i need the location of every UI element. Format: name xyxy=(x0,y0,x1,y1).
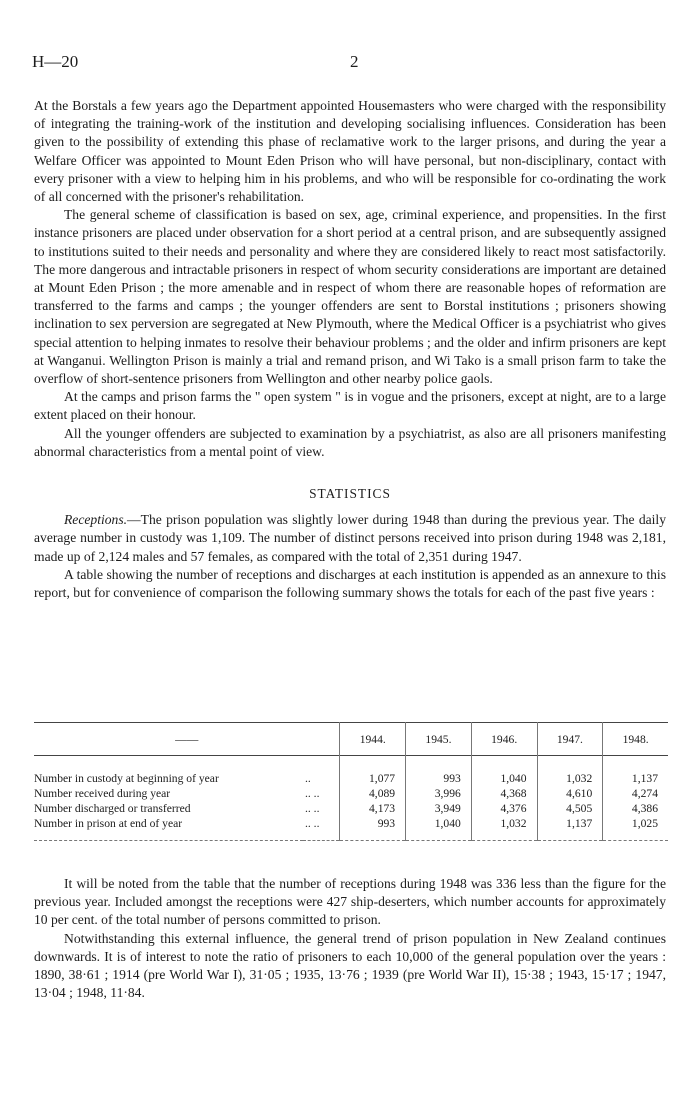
document-code: H—20 xyxy=(32,52,79,71)
paragraph-classification: The general scheme of classification is based on sex, age, criminal experience, and propensities. In the first instance prisoners are placed under observation for a short period at a central prison, and are subsequently assigned to institutions suited to their needs and personality and where they are considered likely to react most satisfactorily. The more dangerous and intractable prisoners in respect of whom security considerations are important are detained at Mount Eden Prison ; the more amenable and in respect of whom there are reasonable hopes of reformation are transferred to the farms and camps ; the younger offenders are sent to Borstal institutions ; prisoners showing inclination to sex perversion are segregated at New Plymouth, where the Medical Officer is a psychiatrist who gives special attention to helping inmates to resolve their behaviour problems ; and the older and infirm prisoners are kept at Wanganui. Wellington Prison is mainly a trial and remand prison, and Wi Tako is a small prison farm to take the overflow of short-sentence prisoners from Wellington and other nearby police gaols. xyxy=(34,207,666,387)
table-cell: 4,173 xyxy=(340,801,406,816)
table-cell: 4,368 xyxy=(471,786,537,801)
row-label: Number in custody at beginning of year xyxy=(34,772,219,785)
table-row xyxy=(34,786,668,801)
table-cell: 4,610 xyxy=(537,786,603,801)
table-cell: 4,386 xyxy=(603,801,668,816)
table-header-row xyxy=(34,723,668,756)
row-label: Number discharged or transferred xyxy=(34,802,191,815)
year-header: 1947. xyxy=(537,723,603,756)
table-cell: 4,376 xyxy=(471,801,537,816)
table-bottom-rule xyxy=(34,841,668,844)
paragraph-psychiatrist: All the younger offenders are subjected to examination by a psychiatrist, as also are all prisoners manifesting abnormal characteristics from a mental point of view. xyxy=(34,425,666,459)
table-corner-header: —— xyxy=(175,732,199,746)
body-text-after-table xyxy=(34,875,666,1002)
table-cell: 1,025 xyxy=(603,816,668,841)
table-row xyxy=(34,816,668,841)
table-bottom-rule-cell xyxy=(34,841,668,844)
row-leader-dots: .. .. xyxy=(304,802,320,815)
section-heading-statistics: STATISTICS xyxy=(309,486,391,502)
paragraph-open-system: At the camps and prison farms the " open system " is in vogue and the prisoners, except at night, are to a large extent placed on their honour. xyxy=(34,389,666,423)
table-row xyxy=(34,801,668,816)
table-cell: 3,996 xyxy=(406,786,472,801)
row-label: Number received during year xyxy=(34,787,171,800)
paragraph-receptions xyxy=(34,511,666,566)
table-cell: 4,274 xyxy=(603,786,668,801)
table-cell: 993 xyxy=(406,756,472,787)
row-leader-dots: .. .. xyxy=(304,787,320,800)
year-header: 1948. xyxy=(603,723,668,756)
table-cell: 1,032 xyxy=(471,816,537,841)
year-header: 1944. xyxy=(340,723,406,756)
table-cell: 1,040 xyxy=(471,756,537,787)
table-cell: 1,077 xyxy=(340,756,406,787)
table-cell: 4,089 xyxy=(340,786,406,801)
page-number: 2 xyxy=(350,52,359,71)
paragraph-population-ratio: Notwithstanding this external influence, the general trend of prison population in New Zealand continues downwards. It is of interest to note the ratio of prisoners to each 10,000 of the general population over the years : 1890, 38·61 ; 1914 (pre World War I), 31·05 ; 1935, 13·76 ; 1939 (pre World War II), 15·38 ; 1943, 15·17 ; 1947, 13·04 ; 1948, 11·84. xyxy=(34,930,666,1001)
table-cell: 993 xyxy=(340,816,406,841)
row-leader-dots: .. .. xyxy=(304,817,320,830)
table-cell: 1,032 xyxy=(537,756,603,787)
paragraph-receptions-note: It will be noted from the table that the number of receptions during 1948 was 336 less than the figure for the previous year. Included amongst the receptions were 427 ship-deserters, which number accounts for approximately 10 per cent. of the total number of persons committed to prison. xyxy=(34,876,666,928)
row-leader-dots: .. xyxy=(304,772,311,785)
summary-table-container xyxy=(34,722,668,843)
receptions-run-in-heading: Receptions. xyxy=(64,512,128,528)
receptions-text: —The prison population was slightly lower during 1948 than during the previous year. The daily average number in custody was 1,109. The number of distinct persons received into prison during 1948 was 2,181, made up of 2,124 males and 57 females, as compared with the total of 2,351 during 1947. xyxy=(34,512,666,564)
table-cell: 1,137 xyxy=(537,816,603,841)
page-header xyxy=(32,52,668,74)
body-text xyxy=(34,97,666,602)
year-header: 1946. xyxy=(471,723,537,756)
table-cell: 1,040 xyxy=(406,816,472,841)
table-cell: 3,949 xyxy=(406,801,472,816)
table-row xyxy=(34,756,668,787)
table-cell: 1,137 xyxy=(603,756,668,787)
paragraph-table-intro: A table showing the number of receptions and discharges at each institution is appended as an annexure to this report, but for convenience of comparison the following summary shows the totals for each of the past five years : xyxy=(34,566,666,601)
summary-table xyxy=(34,722,668,843)
paragraph-borstals: At the Borstals a few years ago the Department appointed Housemasters who were charged with the responsibility of integrating the training-work of the institution and developing socialising influences. Consideration has been given to the possibility of extending this phase of reclamative work to the larger prisons, and during the year a Welfare Officer was appointed to Mount Eden Prison who will have personal, but non-disciplinary, contact with every prisoner with a view to helping him in his problems, and who will be responsible for co-ordinating the work of all concerned with the prisoner's rehabilitation. xyxy=(34,98,666,205)
year-header: 1945. xyxy=(406,723,472,756)
row-label: Number in prison at end of year xyxy=(34,817,183,830)
table-cell: 4,505 xyxy=(537,801,603,816)
